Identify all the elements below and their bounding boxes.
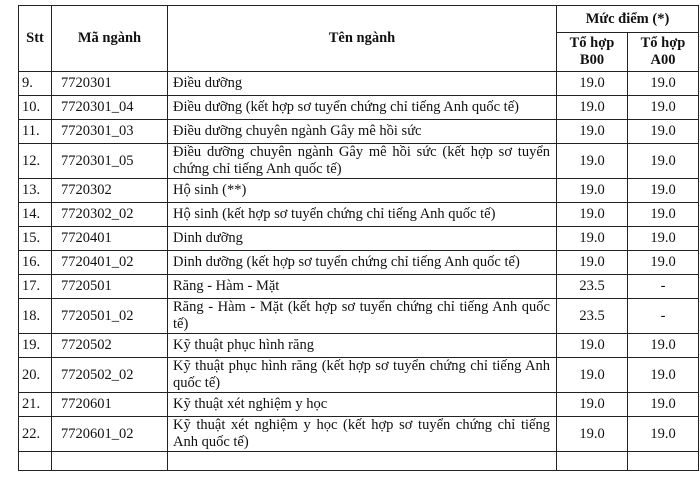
cell-b00 [557, 452, 628, 471]
cell-stt: 10. [19, 96, 52, 120]
cell-ma-nganh: 7720601_02 [52, 417, 168, 452]
table-row [19, 251, 699, 275]
cell-a00: 19.0 [628, 144, 699, 179]
cell-a00: 19.0 [628, 72, 699, 96]
cell-ten-nganh: Điều dưỡng [168, 72, 557, 96]
cell-b00: 19.0 [557, 96, 628, 120]
cell-a00: 19.0 [628, 179, 699, 203]
cell-b00: 19.0 [557, 203, 628, 227]
table-row [19, 203, 699, 227]
cell-ma-nganh [52, 452, 168, 471]
cell-ma-nganh: 7720301 [52, 72, 168, 96]
cell-b00: 19.0 [557, 334, 628, 358]
cell-ten-nganh: Hộ sinh (**) [168, 179, 557, 203]
cell-ten-nganh: Răng - Hàm - Mặt [168, 275, 557, 299]
table-row [19, 120, 699, 144]
cell-ma-nganh: 7720502 [52, 334, 168, 358]
cell-ma-nganh: 7720301_04 [52, 96, 168, 120]
cell-stt: 14. [19, 203, 52, 227]
table-row [19, 417, 699, 452]
header-muc-diem: Mức điểm (*) [557, 6, 699, 33]
cell-stt: 11. [19, 120, 52, 144]
cell-stt: 17. [19, 275, 52, 299]
cell-b00: 19.0 [557, 251, 628, 275]
cell-stt: 15. [19, 227, 52, 251]
header-ma-nganh: Mã ngành [52, 6, 168, 72]
cell-ten-nganh: Răng - Hàm - Mặt (kết hợp sơ tuyển chứng chỉ tiếng Anh quốc tế) [168, 299, 557, 334]
cell-ten-nganh: Điều dưỡng chuyên ngành Gây mê hồi sức [168, 120, 557, 144]
cell-ma-nganh: 7720601 [52, 393, 168, 417]
cell-ten-nganh: Kỹ thuật phục hình răng (kết hợp sơ tuyển chứng chỉ tiếng Anh quốc tế) [168, 358, 557, 393]
table-row [19, 227, 699, 251]
cell-ten-nganh: Dinh dưỡng [168, 227, 557, 251]
cell-a00: 19.0 [628, 417, 699, 452]
cell-a00 [628, 452, 699, 471]
cell-ten-nganh: Điều dưỡng chuyên ngành Gây mê hồi sức (kết hợp sơ tuyển chứng chỉ tiếng Anh quốc tế) [168, 144, 557, 179]
cell-b00: 23.5 [557, 299, 628, 334]
cell-ten-nganh: Hộ sinh (kết hợp sơ tuyển chứng chỉ tiếng Anh quốc tế) [168, 203, 557, 227]
cell-a00: 19.0 [628, 120, 699, 144]
cell-stt: 18. [19, 299, 52, 334]
cell-ten-nganh: Kỹ thuật xét nghiệm y học (kết hợp sơ tuyển chứng chỉ tiếng Anh quốc tế) [168, 417, 557, 452]
cell-a00: 19.0 [628, 251, 699, 275]
cell-stt: 21. [19, 393, 52, 417]
cell-a00: 19.0 [628, 334, 699, 358]
cell-ma-nganh: 7720401 [52, 227, 168, 251]
cell-ma-nganh: 7720302 [52, 179, 168, 203]
cell-b00: 19.0 [557, 393, 628, 417]
cell-stt: 12. [19, 144, 52, 179]
cell-b00: 19.0 [557, 358, 628, 393]
cell-ten-nganh [168, 452, 557, 471]
cell-stt: 13. [19, 179, 52, 203]
table-row [19, 452, 699, 471]
header-to-hop-a00: Tổ hợp A00 [628, 33, 699, 72]
cell-b00: 19.0 [557, 72, 628, 96]
table-row [19, 275, 699, 299]
cell-ma-nganh: 7720401_02 [52, 251, 168, 275]
cell-stt: 22. [19, 417, 52, 452]
table-row [19, 144, 699, 179]
cell-stt: 9. [19, 72, 52, 96]
cell-ma-nganh: 7720302_02 [52, 203, 168, 227]
cell-a00: 19.0 [628, 393, 699, 417]
cell-b00: 19.0 [557, 417, 628, 452]
cell-ten-nganh: Dinh dưỡng (kết hợp sơ tuyển chứng chỉ tiếng Anh quốc tế) [168, 251, 557, 275]
cell-ma-nganh: 7720301_05 [52, 144, 168, 179]
table-row [19, 96, 699, 120]
table-row [19, 72, 699, 96]
cell-ma-nganh: 7720502_02 [52, 358, 168, 393]
cell-a00: 19.0 [628, 358, 699, 393]
cell-b00: 19.0 [557, 120, 628, 144]
cell-stt [19, 452, 52, 471]
admission-score-table [18, 5, 699, 471]
cell-a00: 19.0 [628, 96, 699, 120]
table-row [19, 334, 699, 358]
cell-ma-nganh: 7720501 [52, 275, 168, 299]
cell-a00: 19.0 [628, 203, 699, 227]
table-row [19, 299, 699, 334]
cell-a00: - [628, 299, 699, 334]
cell-ten-nganh: Kỹ thuật phục hình răng [168, 334, 557, 358]
cell-b00: 19.0 [557, 227, 628, 251]
cell-b00: 19.0 [557, 179, 628, 203]
header-ten-nganh: Tên ngành [168, 6, 557, 72]
cell-ma-nganh: 7720301_03 [52, 120, 168, 144]
cell-a00: - [628, 275, 699, 299]
cell-ten-nganh: Điều dưỡng (kết hợp sơ tuyển chứng chỉ tiếng Anh quốc tế) [168, 96, 557, 120]
cell-stt: 20. [19, 358, 52, 393]
header-row-top [19, 6, 699, 33]
cell-a00: 19.0 [628, 227, 699, 251]
cell-b00: 19.0 [557, 144, 628, 179]
cell-stt: 16. [19, 251, 52, 275]
header-to-hop-b00: Tổ hợp B00 [557, 33, 628, 72]
header-stt: Stt [19, 6, 52, 72]
table-row [19, 393, 699, 417]
table-row [19, 179, 699, 203]
cell-b00: 23.5 [557, 275, 628, 299]
cell-stt: 19. [19, 334, 52, 358]
cell-ten-nganh: Kỹ thuật xét nghiệm y học [168, 393, 557, 417]
table-row [19, 358, 699, 393]
cell-ma-nganh: 7720501_02 [52, 299, 168, 334]
